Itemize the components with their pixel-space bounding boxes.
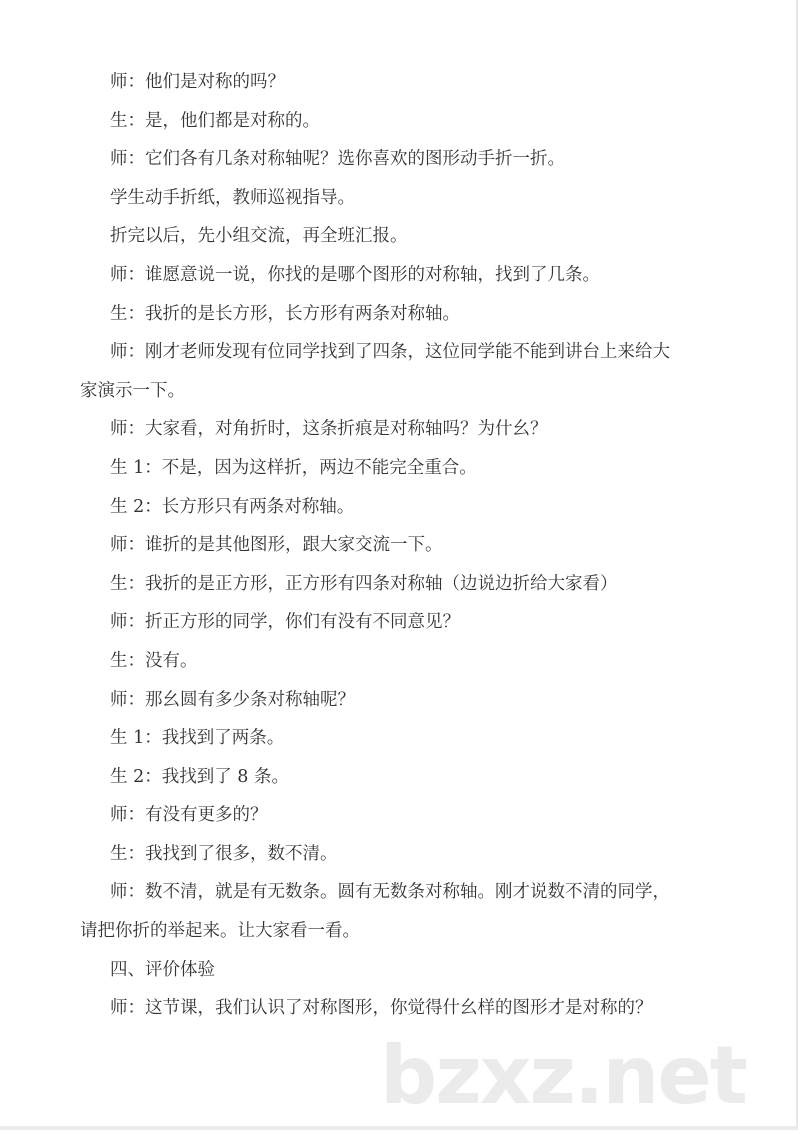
paragraph-line: 师：他们是对称的吗？ — [110, 72, 285, 92]
paragraph — [80, 102, 740, 141]
paragraph — [80, 681, 740, 720]
paragraph — [80, 256, 740, 295]
paragraph-line: 生：没有。 — [110, 650, 198, 671]
paragraph — [80, 758, 740, 797]
paragraph-line: 生：我折的是正方形，正方形有四条对称轴（边说边折给大家看） — [110, 573, 618, 594]
paragraph-line: 生 2：长方形只有两条对称轴。 — [110, 496, 355, 517]
paragraph-line: 师：谁折的是其他图形，跟大家交流一下。 — [110, 535, 443, 556]
paragraph-line: 师：大家看，对角折时，这条折痕是对称轴吗？为什幺？ — [110, 419, 548, 440]
watermark: bzxz.net — [380, 1029, 746, 1122]
paragraph-line: 师：有没有更多的？ — [110, 805, 268, 826]
paragraph — [80, 295, 740, 334]
paragraph-line: 师：谁愿意说一说，你找的是哪个图形的对称轴，找到了几条。 — [110, 264, 600, 285]
paragraph — [80, 449, 740, 488]
paragraph — [80, 333, 740, 410]
paragraph-continuation-line: 请把你折的举起来。让大家看一看。 — [80, 921, 360, 942]
paragraph-line: 四、评价体验 — [110, 959, 215, 980]
paragraph — [80, 951, 740, 990]
paragraph-continuation-line: 家演示一下。 — [80, 380, 185, 401]
paragraph-line: 生：是，他们都是对称的。 — [110, 110, 320, 131]
paragraph — [80, 603, 740, 642]
paragraph — [80, 796, 740, 835]
paragraph-line: 生：我折的是长方形，长方形有两条对称轴。 — [110, 303, 460, 324]
paragraph-line: 生：我找到了很多，数不清。 — [110, 843, 338, 864]
paragraph — [80, 217, 740, 256]
paragraph-line: 生 1：不是，因为这样折，两边不能完全重合。 — [110, 457, 477, 478]
paragraph-line: 师：折正方形的同学，你们有没有不同意见？ — [110, 612, 460, 633]
paragraph — [80, 488, 740, 527]
document-body — [80, 63, 740, 1028]
paragraph — [80, 989, 740, 1028]
paragraph-line: 师：它们各有几条对称轴呢？选你喜欢的图形动手折一折。 — [110, 149, 565, 170]
paragraph-line: 师：那幺圆有多少条对称轴呢？ — [110, 689, 355, 710]
paragraph — [80, 179, 740, 218]
paragraph-line: 师：数不清，就是有无数条。圆有无数条对称轴。刚才说数不清的同学， — [110, 882, 670, 903]
paragraph-line: 生 2：我找到了 8 条。 — [110, 766, 289, 787]
paragraph-line: 师：刚才老师发现有位同学找到了四条，这位同学能不能到讲台上来给大 — [110, 342, 670, 363]
paragraph — [80, 873, 740, 950]
paragraph-line: 学生动手折纸，教师巡视指导。 — [110, 187, 355, 208]
paragraph — [80, 140, 740, 179]
paragraph — [80, 63, 740, 102]
paragraph — [80, 835, 740, 874]
paragraph — [80, 565, 740, 604]
paragraph — [80, 410, 740, 449]
paragraph — [80, 719, 740, 758]
paragraph — [80, 526, 740, 565]
paragraph — [80, 642, 740, 681]
paragraph-line: 师：这节课，我们认识了对称图形，你觉得什幺样的图形才是对称的？ — [110, 998, 653, 1019]
paragraph-line: 折完以后，先小组交流，再全班汇报。 — [110, 226, 408, 247]
paragraph-line: 生 1：我找到了两条。 — [110, 728, 285, 749]
